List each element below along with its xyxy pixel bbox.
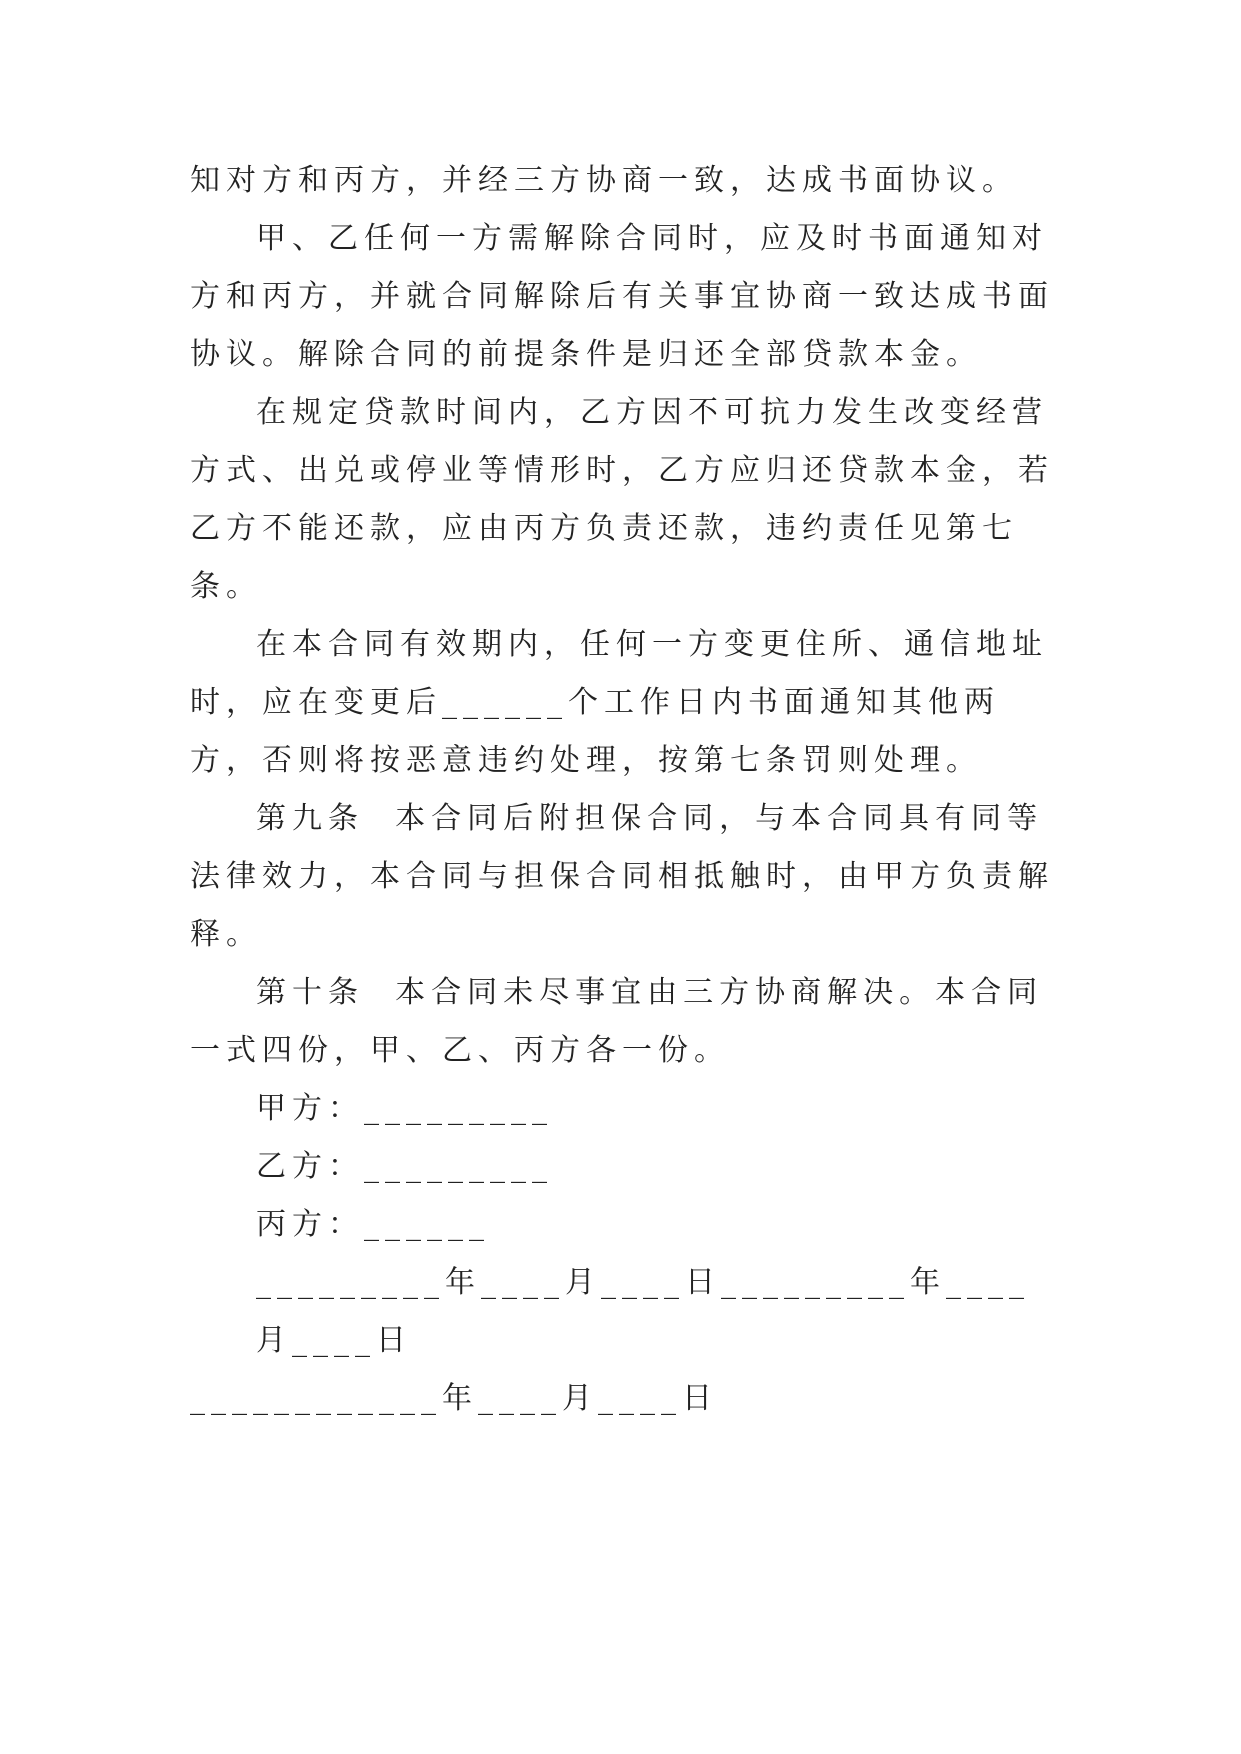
signature-party-c: 丙方：______ <box>256 1207 490 1242</box>
signature-party-b: 乙方：_________ <box>256 1149 553 1184</box>
paragraph-termination: 甲、乙任何一方需解除合同时，应及时书面通知对方和丙方，并就合同解除后有关事宜协商一致达成书面协议。解除合同的前提条件是归还全部贷款本金。 <box>190 221 1054 372</box>
paragraph-article-9: 第九条 本合同后附担保合同，与本合同具有同等法律效力，本合同与担保合同相抵触时，由甲方负责解释。 <box>190 801 1054 952</box>
document-body <box>190 152 1060 1428</box>
paragraph-force-majeure: 在规定贷款时间内，乙方因不可抗力发生改变经营方式、出兑或停业等情形时，乙方应归还贷款本金，若乙方不能还款，应由丙方负责还款，违约责任见第七条。 <box>190 395 1054 604</box>
paragraph-address-change: 在本合同有效期内，任何一方变更住所、通信地址时，应在变更后______个工作日内书面通知其他两方，否则将按恶意违约处理，按第七条罚则处理。 <box>190 627 1048 778</box>
date-line-2: ____________年____月____日 <box>190 1381 718 1416</box>
signature-party-a: 甲方：_________ <box>256 1091 553 1126</box>
date-line-1: _________年____月____日_________年____月____日 <box>256 1265 1030 1358</box>
paragraph-continuation: 知对方和丙方，并经三方协商一致，达成书面协议。 <box>190 163 1018 198</box>
paragraph-article-10: 第十条 本合同未尽事宜由三方协商解决。本合同一式四份，甲、乙、丙方各一份。 <box>190 975 1044 1068</box>
